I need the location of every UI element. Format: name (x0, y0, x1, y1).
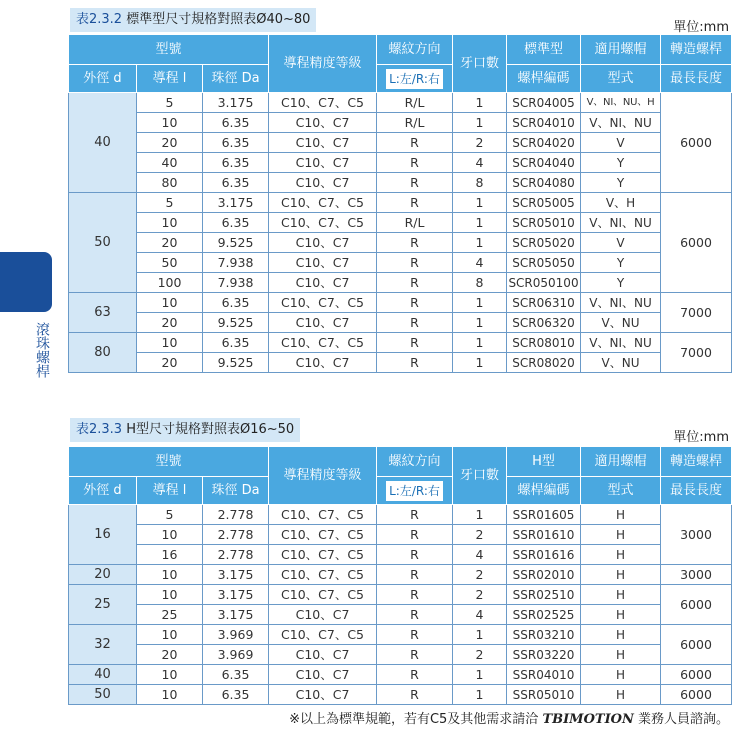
header-nut: 適用螺帽 (581, 447, 661, 477)
cell-lead: 10 (137, 293, 203, 313)
cell-code: SSR01616 (507, 545, 581, 565)
cell-direction: R (377, 233, 453, 253)
table-row (69, 665, 732, 685)
table-row (69, 93, 732, 113)
cell-direction: R (377, 685, 453, 705)
direction-legend: L:左/R:右 (386, 481, 443, 501)
cell-ball-diameter: 6.35 (203, 133, 269, 153)
footer-note (289, 708, 729, 727)
cell-direction: R (377, 153, 453, 173)
table-row (69, 233, 732, 253)
table-row (69, 625, 732, 645)
cell-ball-diameter: 2.778 (203, 545, 269, 565)
cell-nut-type: V、H (581, 193, 661, 213)
cell-ball-diameter: 3.175 (203, 605, 269, 625)
cell-nut-type: V、NI、NU (581, 333, 661, 353)
cell-accuracy: C10、C7 (269, 353, 377, 373)
table-row (69, 273, 732, 293)
header-nut-sub: 型式 (581, 65, 661, 93)
cell-direction: R (377, 353, 453, 373)
table-row (69, 585, 732, 605)
cell-nut-type: Y (581, 273, 661, 293)
cell-accuracy: C10、C7 (269, 273, 377, 293)
table1-spec-table (68, 34, 732, 373)
table-row (69, 173, 732, 193)
cell-lead: 10 (137, 685, 203, 705)
cell-accuracy: C10、C7 (269, 665, 377, 685)
cell-code: SCR04020 (507, 133, 581, 153)
cell-max-length: 3000 (661, 505, 732, 565)
cell-nut-type: V、NI、NU (581, 213, 661, 233)
cell-direction: R (377, 625, 453, 645)
cell-ball-diameter: 3.175 (203, 585, 269, 605)
table-row (69, 293, 732, 313)
cell-max-length: 6000 (661, 665, 732, 685)
cell-nut-type: H (581, 685, 661, 705)
cell-code: SSR02525 (507, 605, 581, 625)
cell-lead: 25 (137, 605, 203, 625)
table2-title: H型尺寸規格對照表Ø16~50 (126, 422, 295, 437)
header-maxlen: 轉造螺桿 (661, 35, 732, 65)
cell-starts: 1 (453, 505, 507, 525)
cell-code: SCR04040 (507, 153, 581, 173)
cell-nut-type: V、NI、NU (581, 293, 661, 313)
cell-lead: 20 (137, 353, 203, 373)
cell-starts: 4 (453, 153, 507, 173)
header-ball: 珠徑 Da (203, 477, 269, 505)
cell-code: SCR08020 (507, 353, 581, 373)
cell-direction: R (377, 525, 453, 545)
cell-starts: 1 (453, 685, 507, 705)
cell-code: SCR050100 (507, 273, 581, 293)
table2-unit-label: 單位:mm (673, 430, 729, 445)
cell-max-length: 3000 (661, 565, 732, 585)
header-maxlen-sub: 最長長度 (661, 477, 732, 505)
cell-ball-diameter: 3.969 (203, 625, 269, 645)
table-row (69, 685, 732, 705)
cell-nut-type: Y (581, 153, 661, 173)
cell-code: SCR04010 (507, 113, 581, 133)
table-row (69, 605, 732, 625)
direction-legend: L:左/R:右 (386, 69, 443, 89)
cell-lead: 100 (137, 273, 203, 293)
header-lead: 導程 l (137, 65, 203, 93)
cell-outer-diameter: 40 (69, 665, 137, 685)
table-row (69, 213, 732, 233)
side-chapter-label: 滾珠螺桿 (34, 322, 50, 378)
header-starts: 牙口數 (453, 35, 507, 93)
header-accuracy: 導程精度等級 (269, 35, 377, 93)
cell-code: SSR03220 (507, 645, 581, 665)
cell-nut-type: H (581, 565, 661, 585)
cell-accuracy: C10、C7、C5 (269, 213, 377, 233)
table-row (69, 565, 732, 585)
cell-nut-type: H (581, 625, 661, 645)
header-starts: 牙口數 (453, 447, 507, 505)
header-od: 外徑 d (69, 477, 137, 505)
cell-ball-diameter: 6.35 (203, 113, 269, 133)
cell-code: SCR04080 (507, 173, 581, 193)
cell-direction: R (377, 665, 453, 685)
header-lead: 導程 l (137, 477, 203, 505)
cell-code: SCR05005 (507, 193, 581, 213)
table-row (69, 253, 732, 273)
header-direction: 螺紋方向 (377, 35, 453, 65)
cell-accuracy: C10、C7、C5 (269, 333, 377, 353)
cell-direction: R/L (377, 213, 453, 233)
cell-starts: 1 (453, 665, 507, 685)
cell-starts: 1 (453, 293, 507, 313)
cell-code: SCR05020 (507, 233, 581, 253)
cell-ball-diameter: 9.525 (203, 313, 269, 333)
cell-ball-diameter: 9.525 (203, 353, 269, 373)
cell-nut-type: Y (581, 173, 661, 193)
table-row (69, 545, 732, 565)
cell-lead: 80 (137, 173, 203, 193)
cell-starts: 8 (453, 273, 507, 293)
cell-accuracy: C10、C7 (269, 253, 377, 273)
cell-starts: 2 (453, 525, 507, 545)
header-direction-sub (377, 477, 453, 505)
cell-starts: 1 (453, 193, 507, 213)
cell-outer-diameter: 50 (69, 193, 137, 293)
cell-ball-diameter: 3.969 (203, 645, 269, 665)
cell-nut-type: V、NI、NU、H (581, 93, 661, 113)
cell-max-length: 7000 (661, 293, 732, 333)
cell-starts: 1 (453, 213, 507, 233)
cell-ball-diameter: 7.938 (203, 253, 269, 273)
cell-starts: 1 (453, 353, 507, 373)
cell-max-length: 6000 (661, 625, 732, 665)
cell-ball-diameter: 6.35 (203, 333, 269, 353)
cell-nut-type: H (581, 585, 661, 605)
cell-max-length: 6000 (661, 93, 732, 193)
cell-lead: 10 (137, 113, 203, 133)
cell-ball-diameter: 7.938 (203, 273, 269, 293)
cell-ball-diameter: 3.175 (203, 93, 269, 113)
cell-direction: R/L (377, 113, 453, 133)
cell-accuracy: C10、C7、C5 (269, 93, 377, 113)
table2-caption (70, 418, 300, 442)
cell-accuracy: C10、C7、C5 (269, 625, 377, 645)
cell-accuracy: C10、C7、C5 (269, 545, 377, 565)
cell-direction: R (377, 273, 453, 293)
cell-direction: R (377, 505, 453, 525)
cell-lead: 20 (137, 313, 203, 333)
cell-outer-diameter: 50 (69, 685, 137, 705)
cell-ball-diameter: 6.35 (203, 665, 269, 685)
cell-lead: 20 (137, 233, 203, 253)
cell-starts: 8 (453, 173, 507, 193)
cell-direction: R (377, 333, 453, 353)
cell-ball-diameter: 2.778 (203, 505, 269, 525)
cell-code: SSR05010 (507, 685, 581, 705)
table1-unit-label: 單位:mm (673, 20, 729, 35)
cell-accuracy: C10、C7 (269, 645, 377, 665)
header-direction-sub (377, 65, 453, 93)
cell-lead: 10 (137, 333, 203, 353)
cell-lead: 5 (137, 193, 203, 213)
table-row (69, 505, 732, 525)
cell-max-length: 7000 (661, 333, 732, 373)
table-row (69, 113, 732, 133)
table-row (69, 645, 732, 665)
cell-accuracy: C10、C7 (269, 113, 377, 133)
cell-code: SSR01610 (507, 525, 581, 545)
cell-accuracy: C10、C7、C5 (269, 193, 377, 213)
header-direction: 螺紋方向 (377, 447, 453, 477)
cell-accuracy: C10、C7 (269, 233, 377, 253)
header-maxlen-sub: 最長長度 (661, 65, 732, 93)
header-code-sub: 螺桿編碼 (507, 477, 581, 505)
cell-code: SCR06320 (507, 313, 581, 333)
cell-accuracy: C10、C7 (269, 153, 377, 173)
cell-outer-diameter: 25 (69, 585, 137, 625)
cell-code: SSR03210 (507, 625, 581, 645)
cell-accuracy: C10、C7 (269, 133, 377, 153)
header-maxlen: 轉造螺桿 (661, 447, 732, 477)
cell-starts: 1 (453, 313, 507, 333)
cell-lead: 5 (137, 93, 203, 113)
cell-accuracy: C10、C7 (269, 685, 377, 705)
cell-direction: R (377, 293, 453, 313)
cell-ball-diameter: 3.175 (203, 193, 269, 213)
cell-nut-type: H (581, 525, 661, 545)
table-row (69, 193, 732, 213)
cell-starts: 1 (453, 333, 507, 353)
cell-direction: R (377, 133, 453, 153)
cell-starts: 4 (453, 605, 507, 625)
cell-nut-type: H (581, 605, 661, 625)
cell-code: SCR05050 (507, 253, 581, 273)
header-od: 外徑 d (69, 65, 137, 93)
cell-accuracy: C10、C7、C5 (269, 585, 377, 605)
cell-lead: 50 (137, 253, 203, 273)
cell-ball-diameter: 6.35 (203, 213, 269, 233)
table1-title: 標準型尺寸規格對照表Ø40~80 (126, 12, 311, 27)
cell-direction: R (377, 585, 453, 605)
cell-ball-diameter: 6.35 (203, 293, 269, 313)
footer-note-end: 業務人員諮詢。 (633, 712, 729, 727)
cell-direction: R (377, 313, 453, 333)
cell-code: SSR04010 (507, 665, 581, 685)
cell-nut-type: Y (581, 253, 661, 273)
cell-accuracy: C10、C7、C5 (269, 525, 377, 545)
cell-max-length: 6000 (661, 193, 732, 293)
side-chapter-tab (0, 252, 52, 312)
cell-direction: R (377, 545, 453, 565)
cell-nut-type: V、NU (581, 313, 661, 333)
cell-direction: R/L (377, 93, 453, 113)
cell-starts: 1 (453, 113, 507, 133)
cell-ball-diameter: 6.35 (203, 173, 269, 193)
header-code: 標準型 (507, 35, 581, 65)
cell-outer-diameter: 20 (69, 565, 137, 585)
cell-outer-diameter: 40 (69, 93, 137, 193)
cell-accuracy: C10、C7 (269, 605, 377, 625)
header-model: 型號 (69, 447, 269, 477)
cell-starts: 4 (453, 545, 507, 565)
cell-code: SCR08010 (507, 333, 581, 353)
table2-number: 表2.3.3 (76, 422, 123, 437)
cell-outer-diameter: 32 (69, 625, 137, 665)
cell-starts: 1 (453, 625, 507, 645)
table1-number: 表2.3.2 (76, 12, 123, 27)
footer-note-text: ※以上為標準規範，若有C5及其他需求請洽 (289, 712, 543, 727)
cell-ball-diameter: 6.35 (203, 685, 269, 705)
cell-code: SSR02010 (507, 565, 581, 585)
cell-starts: 1 (453, 93, 507, 113)
cell-ball-diameter: 6.35 (203, 153, 269, 173)
cell-direction: R (377, 645, 453, 665)
cell-max-length: 6000 (661, 585, 732, 625)
header-code: H型 (507, 447, 581, 477)
cell-nut-type: H (581, 545, 661, 565)
cell-direction: R (377, 253, 453, 273)
header-nut-sub: 型式 (581, 477, 661, 505)
table1-caption (70, 8, 316, 32)
table-row (69, 313, 732, 333)
cell-nut-type: H (581, 645, 661, 665)
cell-lead: 10 (137, 665, 203, 685)
cell-lead: 40 (137, 153, 203, 173)
cell-max-length: 6000 (661, 685, 732, 705)
table-row (69, 525, 732, 545)
brand-name: TBIMOTION (542, 712, 634, 727)
cell-direction: R (377, 565, 453, 585)
cell-nut-type: H (581, 665, 661, 685)
cell-accuracy: C10、C7 (269, 173, 377, 193)
cell-accuracy: C10、C7、C5 (269, 293, 377, 313)
cell-nut-type: H (581, 505, 661, 525)
cell-nut-type: V、NI、NU (581, 113, 661, 133)
cell-starts: 1 (453, 233, 507, 253)
cell-ball-diameter: 2.778 (203, 525, 269, 545)
cell-code: SCR06310 (507, 293, 581, 313)
cell-code: SCR04005 (507, 93, 581, 113)
cell-starts: 2 (453, 565, 507, 585)
table2-spec-table (68, 446, 732, 705)
cell-lead: 16 (137, 545, 203, 565)
cell-code: SCR05010 (507, 213, 581, 233)
cell-direction: R (377, 173, 453, 193)
cell-nut-type: V、NU (581, 353, 661, 373)
table-row (69, 133, 732, 153)
cell-lead: 10 (137, 565, 203, 585)
cell-accuracy: C10、C7、C5 (269, 565, 377, 585)
cell-outer-diameter: 80 (69, 333, 137, 373)
cell-starts: 2 (453, 645, 507, 665)
header-nut: 適用螺帽 (581, 35, 661, 65)
cell-outer-diameter: 16 (69, 505, 137, 565)
cell-lead: 5 (137, 505, 203, 525)
cell-ball-diameter: 3.175 (203, 565, 269, 585)
cell-lead: 10 (137, 625, 203, 645)
cell-direction: R (377, 605, 453, 625)
cell-ball-diameter: 9.525 (203, 233, 269, 253)
cell-outer-diameter: 63 (69, 293, 137, 333)
header-model: 型號 (69, 35, 269, 65)
table-row (69, 353, 732, 373)
cell-direction: R (377, 193, 453, 213)
table-row (69, 153, 732, 173)
cell-code: SSR02510 (507, 585, 581, 605)
cell-accuracy: C10、C7 (269, 313, 377, 333)
header-accuracy: 導程精度等級 (269, 447, 377, 505)
table-row (69, 333, 732, 353)
header-ball: 珠徑 Da (203, 65, 269, 93)
cell-accuracy: C10、C7、C5 (269, 505, 377, 525)
cell-nut-type: V (581, 133, 661, 153)
cell-starts: 4 (453, 253, 507, 273)
cell-lead: 20 (137, 133, 203, 153)
cell-lead: 10 (137, 213, 203, 233)
cell-lead: 20 (137, 645, 203, 665)
cell-lead: 10 (137, 525, 203, 545)
cell-lead: 10 (137, 585, 203, 605)
cell-starts: 2 (453, 585, 507, 605)
cell-nut-type: V (581, 233, 661, 253)
header-code-sub: 螺桿編碼 (507, 65, 581, 93)
cell-code: SSR01605 (507, 505, 581, 525)
cell-starts: 2 (453, 133, 507, 153)
